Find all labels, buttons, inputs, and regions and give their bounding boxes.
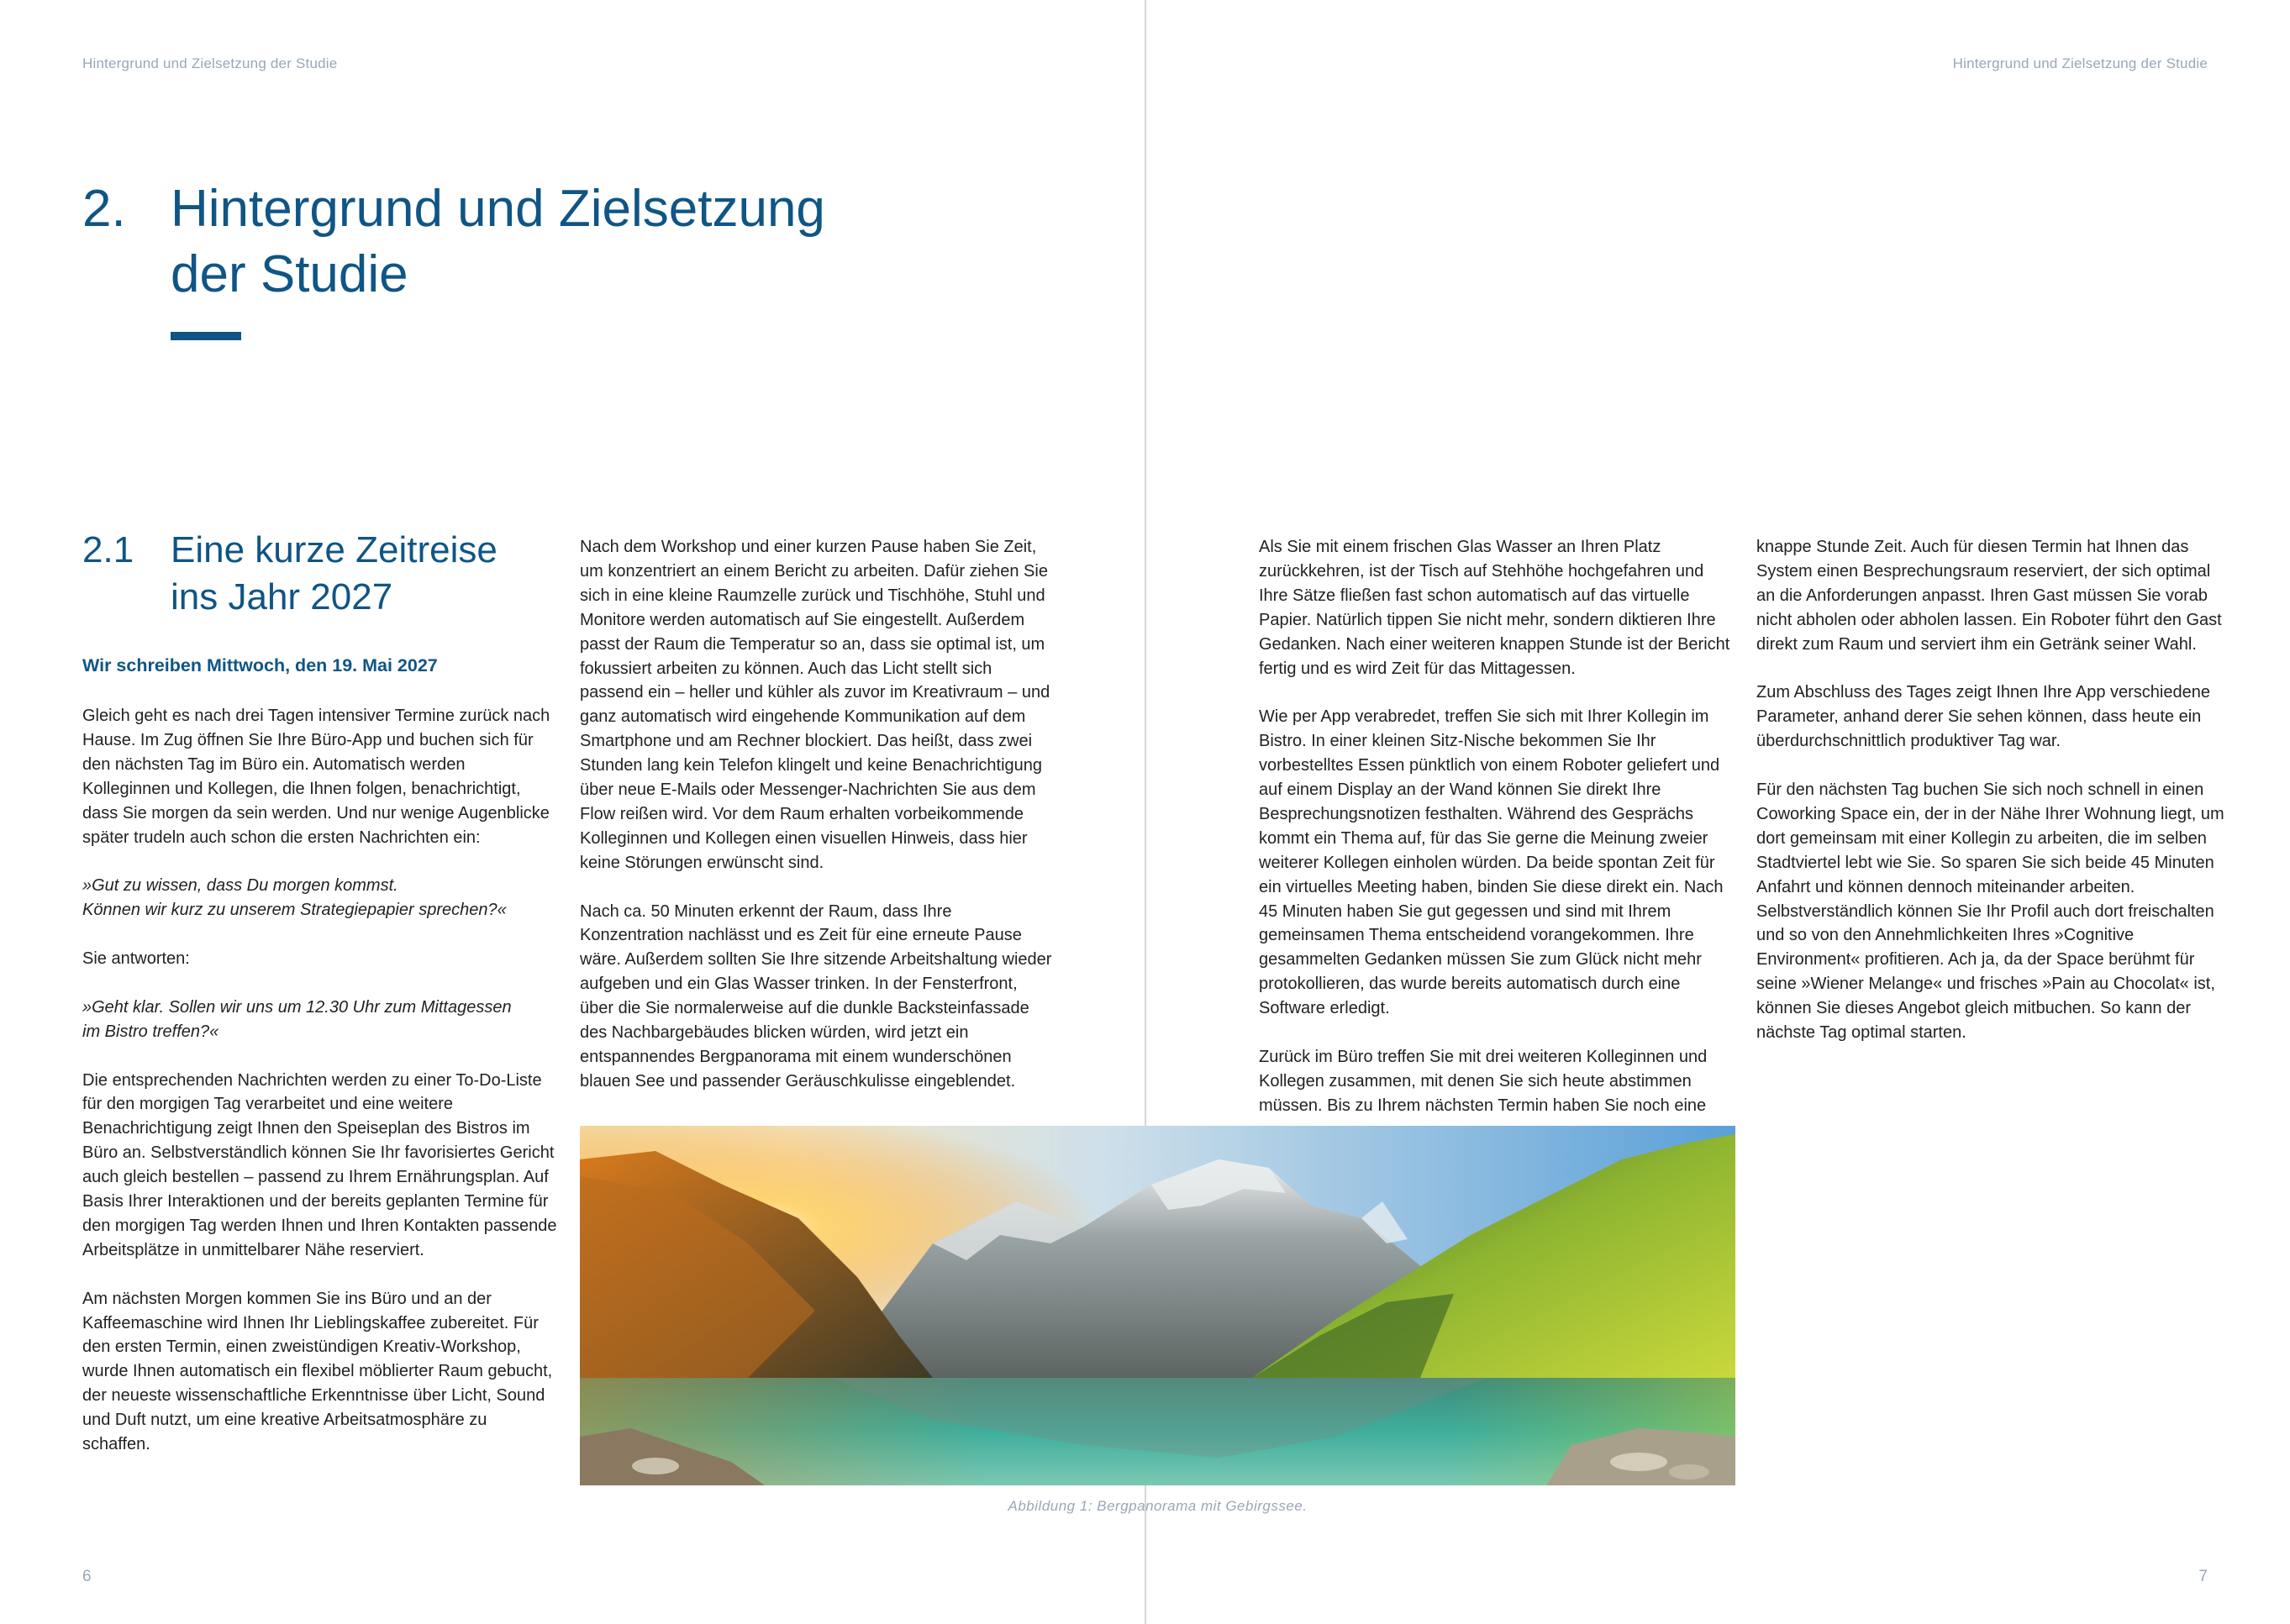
- text-column-1: [82, 704, 557, 1481]
- paragraph: Sie antworten:: [82, 949, 190, 969]
- section-number: 2.1: [82, 529, 134, 570]
- section-title-text: [171, 527, 574, 621]
- paragraph: Als Sie mit einem frischen Glas Wasser an Ihren Platz zurückkehren, ist der Tisch auf Stehhöhe hochgefahren und Ihre Sätze fließen fast schon automatisch auf das virtuelle Papier. Natürlich tippen Sie nicht mehr, sondern diktieren Ihre Gedanken. Nach einer weiteren knappen Stunde ist der Bericht fertig und es wird Zeit für das Mittagessen.: [1259, 538, 1730, 678]
- paragraph: Gleich geht es nach drei Tagen intensiver Termine zurück nach Hause. Im Zug öffnen Sie Ihre Büro-App und buchen sich für den nächsten Tag im Büro ein. Automatisch werden Kolleginnen und Kollegen, die Ihnen folgen, benachrichtigt, dass Sie morgen da sein werden. Und nur wenige Augenblicke später trudeln auch schon die ersten Nachrichten ein:: [82, 707, 550, 847]
- paragraph: Zum Abschluss des Tages zeigt Ihnen Ihre App verschiedene Parameter, anhand derer Sie sehen können, dass heute ein überdurchschnittlich produktiver Tag war.: [1756, 683, 2210, 751]
- running-header-right: Hintergrund und Zielsetzung der Studie: [1952, 55, 2208, 71]
- paragraph: Zurück im Büro treffen Sie mit drei weiteren Kolleginnen und Kollegen zusammen, mit denen Sie sich heute abstimmen müssen. Bis zu Ihrem nächsten Termin haben Sie noch eine: [1259, 1048, 1708, 1115]
- text-column-3: [1259, 535, 1734, 1143]
- quote-line: »Geht klar. Sollen wir uns um 12.30 Uhr zum Mittagessen: [82, 997, 512, 1017]
- chapter-number: 2.: [82, 180, 126, 238]
- paragraph: Nach dem Workshop und einer kurzen Pause haben Sie Zeit, um konzentriert an einem Bericht zu arbeiten. Dafür ziehen Sie sich in eine kleine Raumzelle zurück und Tischhöhe, Stuhl und Monitore werden automatisch auf Sie eingestellt. Außerdem passt der Raum die Temperatur so an, dass sie optimal ist, um fokussiert arbeiten zu können. Auch das Licht stellt sich passend ein – heller und kühler als zuvor im Kreativraum – und ganz automatisch wird eingehende Kommunikation auf dem Smartphone und am Rechner blockiert. Das heißt, dass zwei Stunden lang kein Telefon klingelt und keine Benachrichtigung über neue E-Mails oder Messenger-Nachrichten Sie aus dem Flow reißen wird. Vor dem Raum erhalten vorbeikommende Kolleginnen und Kollegen einen visuellen Hinweis, dass hier keine Störungen erwünscht sind.: [580, 538, 1050, 872]
- running-header-left: Hintergrund und Zielsetzung der Studie: [82, 55, 338, 71]
- page-number-right: 7: [2198, 1568, 2208, 1585]
- sub-heading: Wir schreiben Mittwoch, den 19. Mai 2027: [82, 655, 438, 675]
- paragraph: Die entsprechenden Nachrichten werden zu einer To-Do-Liste für den morgigen Tag verarbeitet und eine weitere Benachrichtigung zeigt Ihnen den Speiseplan des Bistros im Büro an. Selbstverständlich können Sie Ihr favorisiertes Gericht auch gleich bestellen – passend zu Ihrem Ernährungsplan. Auf Basis Ihrer Interaktionen und der bereits geplanten Termine für den morgigen Tag werden Ihnen und Ihren Kontakten passende Arbeitsplätze in unmittelbarer Nähe reserviert.: [82, 1070, 557, 1259]
- chapter-title-line1: Hintergrund und Zielsetzung: [171, 180, 825, 238]
- page-number-left: 6: [82, 1568, 92, 1585]
- paragraph: Für den nächsten Tag buchen Sie sich noch schnell in einen Coworking Space ein, der in der Nähe Ihrer Wohnung liegt, um dort gemeinsam mit einer Kollegin zu arbeiten, die im selben Stadtviertel lebt wie Sie. So sparen Sie sich beide 45 Minuten Anfahrt und können dennoch miteinander arbeiten. Selbstverständlich können Sie Ihr Profil auch dort freischalten und so von den Annehmlichkeiten Ihres »Cognitive Environment« profitieren. Ach ja, da der Space berühmt für seine »Wiener Melange« und frisches »Pain au Chocolat« ist, können Sie dieses Angebot gleich mitbuchen. So kann der nächste Tag optimal starten.: [1756, 780, 2224, 1043]
- quote-line: Können wir kurz zu unserem Strategiepapier sprechen?«: [82, 901, 507, 920]
- paragraph: knappe Stunde Zeit. Auch für diesen Termin hat Ihnen das System einen Besprechungsraum reserviert, der sich optimal an die Anforderungen anpasst. Ihren Gast müssen Sie vorab nicht abholen oder abholen lassen. Ein Roboter führt den Gast direkt zum Raum und serviert ihm ein Getränk seiner Wahl.: [1756, 538, 2222, 654]
- quote-line: »Gut zu wissen, dass Du morgen kommst.: [82, 876, 398, 896]
- section-title-line1: Eine kurze Zeitreise: [171, 529, 497, 570]
- quote-line: im Bistro treffen?«: [82, 1022, 219, 1041]
- paragraph: Nach ca. 50 Minuten erkennt der Raum, dass Ihre Konzentration nachlässt und es Zeit für eine erneute Pause wäre. Außerdem sollten Sie Ihre sitzende Arbeitshaltung wieder aufgeben und ein Glas Wasser trinken. In der Fensterfront, über die Sie normalerweise auf die dunkle Backsteinfassade des Nachbargebäudes blicken würden, wird jetzt ein entspannendes Bergpanorama mit einem wunderschönen blauen See und passender Geräuschkulisse eingeblendet.: [580, 901, 1052, 1091]
- chapter-title-text: [171, 176, 927, 307]
- figure-caption: Abbildung 1: Bergpanorama mit Gebirgssee.: [1008, 1498, 1308, 1514]
- quote: [82, 874, 557, 922]
- section-title-line2: ins Jahr 2027: [171, 576, 393, 618]
- text-column-2: [580, 535, 1055, 1118]
- mountain-lake-panorama-image: [580, 1126, 1735, 1485]
- text-column-4: [1756, 535, 2231, 1070]
- paragraph: Wie per App verabredet, treffen Sie sich mit Ihrer Kollegin im Bistro. In einer kleinen Sitz-Nische bekommen Sie Ihr vorbestelltes Essen pünktlich von einem Roboter geliefert und auf einem Display an der Wand können Sie direkt Ihre Besprechungsnotizen festhalten. Während des Gesprächs kommt ein Thema auf, für das Sie gerne die Meinung zweier weiterer Kollegen einholen würden. Da beide spontan Zeit für ein virtuelles Meeting haben, binden Sie diese direkt ein. Nach 45 Minuten haben Sie gut gegessen und sind mit Ihrem gemeinsamen Thema entscheidend vorangekommen. Ihre gesammelten Gedanken müssen Sie zum Glück nicht mehr protokollieren, das wurde bereits automatisch durch eine Software erledigt.: [1259, 707, 1724, 1018]
- quote: [82, 996, 557, 1044]
- title-rule: [171, 332, 241, 340]
- paragraph: Am nächsten Morgen kommen Sie ins Büro und an der Kaffeemaschine wird Ihnen Ihr Lieblingskaffee zubereitet. Für den ersten Termin, einen zweistündigen Kreativ-Workshop, wurde Ihnen automatisch ein flexibel möblierter Raum gebucht, der neueste wissenschaftliche Erkenntnisse über Licht, Sound und Duft nutzt, um eine kreative Arbeitsatmosphäre zu schaffen.: [82, 1289, 553, 1454]
- chapter-title-line2: der Studie: [171, 245, 408, 303]
